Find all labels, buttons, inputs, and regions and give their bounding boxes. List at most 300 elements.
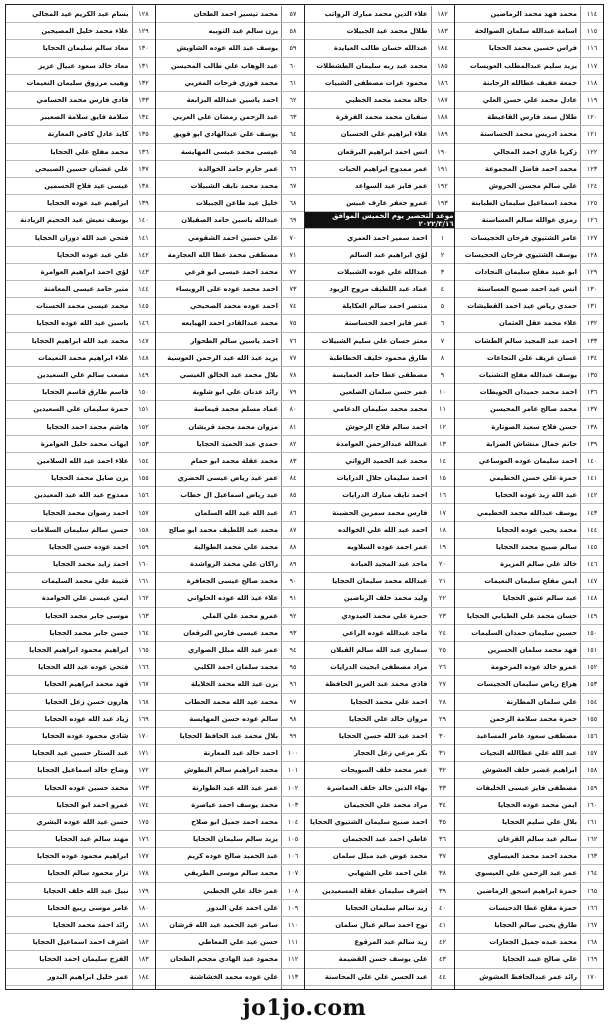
candidate-name: هاشم محمد احمد الحجايا bbox=[46, 422, 129, 431]
list-item bbox=[305, 831, 454, 848]
candidate-number: ١٥٧ bbox=[580, 745, 603, 761]
candidate-name: عبدالله علي عوده الشبيلات bbox=[337, 267, 428, 276]
list-item bbox=[156, 419, 305, 436]
candidate-name: معتز حسان علي سليم الشبيلات bbox=[321, 336, 428, 345]
list-item bbox=[156, 659, 305, 676]
candidate-name: علي احمد علي البدور bbox=[206, 903, 278, 912]
candidate-number: ١١٦ bbox=[580, 40, 603, 56]
list-item bbox=[455, 229, 604, 246]
candidate-number: ١٣٦ bbox=[580, 384, 603, 400]
candidate-number: ١١٣ bbox=[281, 969, 304, 985]
appointment-banner bbox=[305, 212, 454, 229]
list-item bbox=[6, 419, 155, 436]
list-item bbox=[156, 762, 305, 779]
candidate-number: ١٧٥ bbox=[132, 814, 155, 830]
candidate-number: ٦٣ bbox=[281, 109, 304, 125]
candidate-name: لؤي احمد ابراهيم العوامرة bbox=[40, 267, 129, 276]
candidate-name: محمد عيسى فارس البرقعان bbox=[183, 628, 278, 637]
list-item bbox=[6, 848, 155, 865]
candidate-number: ١٣٠ bbox=[580, 281, 603, 297]
candidate-name: فادي فارس محمد الحسامي bbox=[36, 96, 129, 105]
list-item bbox=[305, 333, 454, 350]
candidate-name: سفيان محمد محمد الفرقرة bbox=[335, 113, 428, 122]
candidate-name: عمرو احمد ابو الحجايا bbox=[56, 800, 129, 809]
candidate-number: ١٢٨ bbox=[580, 247, 603, 263]
list-item bbox=[455, 590, 604, 607]
list-item bbox=[156, 556, 305, 573]
candidate-name: احمد زايد محمد الحجايا bbox=[53, 560, 129, 569]
candidate-number bbox=[132, 986, 155, 989]
list-item bbox=[455, 608, 604, 625]
candidate-number: ١٥٧ bbox=[132, 504, 155, 520]
candidate-number: ٣٧ bbox=[431, 848, 454, 864]
candidate-name: عمر عيد رياض عيسى الحضري bbox=[177, 474, 278, 483]
candidate-number: ٢٥ bbox=[431, 642, 454, 658]
list-item bbox=[305, 969, 454, 986]
list-item bbox=[305, 6, 454, 23]
candidate-name: نوح احمد سالم عبال سلمان bbox=[335, 921, 428, 930]
candidate-name: عمرو محمد علي الملي bbox=[202, 611, 278, 620]
candidate-number: ٦٧ bbox=[281, 178, 304, 194]
candidate-number: ٧١ bbox=[281, 247, 304, 263]
candidate-name: محمد احمد جميل ابو صلاح bbox=[191, 817, 278, 826]
candidate-number: ١٤٤ bbox=[580, 522, 603, 538]
candidate-name: انس احمد ابراهيم البرقعان bbox=[337, 147, 428, 156]
candidate-name: طلال محمد عيد الجبيلات bbox=[346, 27, 428, 36]
candidate-name: حمزة سليمان علي السعيدين bbox=[33, 405, 129, 414]
candidate-number: ١٢٣ bbox=[580, 161, 603, 177]
candidate-number: ٦٦ bbox=[281, 161, 304, 177]
candidate-name: عبد الحميد صالح عوده كريم bbox=[187, 852, 278, 861]
list-item bbox=[6, 92, 155, 109]
candidate-name: فهد محمد ابراهيم الحجايا bbox=[44, 680, 129, 689]
candidate-name: احمد رضوان محمد الحجايا bbox=[42, 508, 129, 517]
candidate-name: بسام عبد الكريم عيد المجالي bbox=[32, 10, 129, 19]
candidate-name: علي عيد عوده الحجايا bbox=[57, 250, 129, 259]
candidate-number: ١٧٩ bbox=[132, 883, 155, 899]
candidate-number: ٧٩ bbox=[281, 384, 304, 400]
candidate-number: ١٧٦ bbox=[132, 831, 155, 847]
list-item bbox=[455, 350, 604, 367]
list-item bbox=[6, 126, 155, 143]
list-item bbox=[156, 40, 305, 57]
candidate-number: ٧٣ bbox=[281, 281, 304, 297]
candidate-number: ١٨٢ bbox=[132, 934, 155, 950]
candidate-number: ١٤٧ bbox=[580, 573, 603, 589]
candidate-number: ٢٢ bbox=[431, 590, 454, 606]
list-item bbox=[156, 986, 305, 989]
candidate-name: مراد محمد علي الحجيمان bbox=[343, 800, 428, 809]
candidate-name: فتحي عبد الله دوران الحجايا bbox=[34, 233, 129, 242]
candidate-name: حسن عيد الله عوده البشري bbox=[36, 817, 129, 826]
list-item bbox=[156, 6, 305, 23]
candidate-number: ١٨٢ bbox=[431, 6, 454, 22]
list-item bbox=[305, 986, 454, 989]
candidate-name: كايد عادل كافي المعارنة bbox=[47, 130, 129, 139]
candidate-number: ١٠٠ bbox=[281, 745, 304, 761]
list-item bbox=[305, 711, 454, 728]
candidate-name: احمد محمد حميدان الحويطات bbox=[479, 388, 577, 397]
list-item bbox=[455, 470, 604, 487]
list-item bbox=[156, 573, 305, 590]
candidate-number: ١١١ bbox=[281, 934, 304, 950]
candidate-number: ٢٧ bbox=[431, 676, 454, 692]
candidate-name: يزن صايل محمد الحجايا bbox=[51, 474, 129, 483]
candidate-number: ١٤١ bbox=[132, 229, 155, 245]
list-item bbox=[6, 144, 155, 161]
list-item bbox=[305, 350, 454, 367]
candidate-number: ١٣٨ bbox=[580, 419, 603, 435]
candidate-name: مصعب سالم علي السعيدين bbox=[37, 371, 129, 380]
list-item bbox=[455, 6, 604, 23]
list-item bbox=[156, 779, 305, 796]
candidate-name: احمد سليمان جلال الدرايات bbox=[336, 474, 428, 483]
candidate-name: رائد احمد محمد الحجايا bbox=[53, 921, 129, 930]
candidate-number: ١٥٩ bbox=[132, 539, 155, 555]
list-item bbox=[156, 333, 305, 350]
candidate-number bbox=[580, 986, 603, 989]
list-item bbox=[6, 58, 155, 75]
candidate-name: سلامة فايق سلامة الصعيبر bbox=[40, 113, 129, 122]
candidate-number: ١٥٢ bbox=[132, 419, 155, 435]
list-item bbox=[6, 247, 155, 264]
candidate-number: ١٦٠ bbox=[132, 556, 155, 572]
candidate-number: ٣٨ bbox=[431, 865, 454, 881]
list-item bbox=[305, 539, 454, 556]
candidate-name: علاء عيد الله عوده الحلواني bbox=[187, 594, 278, 603]
list-item bbox=[305, 419, 454, 436]
candidate-name: الفرح سليمان احمد الحجايا bbox=[39, 955, 129, 964]
list-item bbox=[6, 951, 155, 968]
candidate-name: زياد عيد الله عوده الحجايا bbox=[44, 714, 129, 723]
candidate-number: ١٦٨ bbox=[580, 934, 603, 950]
list-item bbox=[6, 728, 155, 745]
candidate-name: نزار محمود سالم الحجايا bbox=[47, 869, 129, 878]
list-item bbox=[455, 814, 604, 831]
candidate-number: ١٨٣ bbox=[132, 951, 155, 967]
candidate-number: ٧٥ bbox=[281, 315, 304, 331]
list-item bbox=[6, 229, 155, 246]
list-item bbox=[305, 264, 454, 281]
candidate-name: زيد سالم سليمان الحجايا bbox=[345, 903, 428, 912]
candidate-number: ٥٧ bbox=[281, 6, 304, 22]
list-item bbox=[305, 779, 454, 796]
list-item bbox=[6, 625, 155, 642]
candidate-name: هزاع رياض سليمان الحجيسات bbox=[476, 680, 577, 689]
candidate-name: مراد مصطفى ابجيت الدرايات bbox=[330, 663, 428, 672]
candidate-number: ١٤٦ bbox=[132, 315, 155, 331]
candidate-name: عمر محمد خلف السويحات bbox=[340, 766, 428, 775]
candidate-name: احمد خالد عيد المعارنة bbox=[203, 749, 278, 758]
list-item bbox=[6, 178, 155, 195]
candidate-number: ١٣٥ bbox=[580, 367, 603, 383]
candidate-name: عمر خليل ابراهيم البدور bbox=[47, 972, 129, 981]
candidate-number: ٩٩ bbox=[281, 728, 304, 744]
candidate-name: محمد عيسى محمد الحسنات bbox=[36, 302, 129, 311]
candidate-name: يوسف الشتيوي فرحان الحجيسات bbox=[464, 250, 577, 259]
list-item bbox=[156, 23, 305, 40]
list-item bbox=[6, 281, 155, 298]
list-item bbox=[6, 195, 155, 212]
candidate-number: ١٢٦ bbox=[580, 212, 603, 228]
candidate-name: وضاح خالد اسماعيل الحجايا bbox=[37, 766, 129, 775]
candidate-name: يزيد عبد الله عبد الرحمن العوسية bbox=[167, 353, 278, 362]
candidate-number: ١٠٢ bbox=[281, 779, 304, 795]
list-item bbox=[305, 625, 454, 642]
candidate-number: ١٤٥ bbox=[132, 298, 155, 314]
candidate-number: ١٣٩ bbox=[580, 436, 603, 452]
list-item bbox=[455, 58, 604, 75]
list-item bbox=[6, 487, 155, 504]
candidate-number: ١٠٦ bbox=[281, 848, 304, 864]
list-item bbox=[156, 814, 305, 831]
list-item bbox=[6, 676, 155, 693]
list-item bbox=[455, 694, 604, 711]
candidate-number: ١٧٧ bbox=[132, 848, 155, 864]
list-item bbox=[455, 126, 604, 143]
list-item bbox=[6, 333, 155, 350]
candidate-number: ١١٩ bbox=[580, 92, 603, 108]
candidate-number: ٨٩ bbox=[281, 556, 304, 572]
candidate-number: ١٩٢ bbox=[431, 178, 454, 194]
candidate-number: ١٥٣ bbox=[580, 676, 603, 692]
candidate-name: محمد ابراهيم سالم البطوش bbox=[184, 766, 278, 775]
candidate-name: مصطفى فايز عيسى الخليفات bbox=[476, 783, 577, 792]
candidate-name: رائد عدنان علي ابو شلوبة bbox=[192, 388, 278, 397]
candidate-number: ١٣٥ bbox=[132, 126, 155, 142]
candidate-name: بلال محمد عبد الحافظ الحجايا bbox=[179, 731, 278, 740]
candidate-number: ٨٠ bbox=[281, 401, 304, 417]
list-item bbox=[305, 797, 454, 814]
list-item bbox=[305, 92, 454, 109]
candidate-number: ٧٠ bbox=[281, 229, 304, 245]
candidate-name: مصطفى عطا حامد العمايسة bbox=[332, 371, 428, 380]
candidate-number: ١٧ bbox=[431, 504, 454, 520]
candidate-name: ابراهيم محمود عوده الحجايا bbox=[36, 852, 129, 861]
list-item bbox=[305, 109, 454, 126]
list-item bbox=[156, 178, 305, 195]
list-item bbox=[6, 436, 155, 453]
candidate-name: عمر حارم حامد الخوالدة bbox=[198, 164, 278, 173]
candidate-number: ١٣٦ bbox=[132, 144, 155, 160]
list-item bbox=[455, 900, 604, 917]
candidate-number: ١٨٥ bbox=[431, 58, 454, 74]
list-item bbox=[156, 917, 305, 934]
list-item bbox=[156, 298, 305, 315]
list-item bbox=[156, 900, 305, 917]
candidate-number: ٣٩ bbox=[431, 883, 454, 899]
list-item bbox=[156, 195, 305, 212]
list-item bbox=[156, 797, 305, 814]
candidate-number: ١٦٩ bbox=[132, 711, 155, 727]
candidate-name: معاذ سالم سليمان الحجايا bbox=[42, 44, 129, 53]
candidate-name: ايمن عيسى علي الحوامدة bbox=[41, 594, 129, 603]
list-item bbox=[455, 711, 604, 728]
candidate-name: منير حامد عيسى المعامنة bbox=[43, 285, 129, 294]
list-item bbox=[6, 917, 155, 934]
candidate-name: ايهاب محمد خليل العوامرة bbox=[40, 439, 129, 448]
list-item bbox=[455, 487, 604, 504]
candidate-number: ٩ bbox=[431, 367, 454, 383]
candidate-name: يزيد سالم سليمان الحجايا bbox=[193, 835, 278, 844]
candidate-number: ١٧٨ bbox=[132, 865, 155, 881]
candidate-name: عمر عبد الرحمن علي العيسوي bbox=[474, 869, 577, 878]
list-item bbox=[6, 315, 155, 332]
candidate-name: غسان غريف علي النجاعات bbox=[487, 353, 577, 362]
candidate-name: محمد فهد محمد الرماضين bbox=[490, 10, 577, 19]
candidate-name: مصطفى محمد عطا الله العجارمة bbox=[167, 250, 278, 259]
candidate-number: ١٩٠ bbox=[431, 144, 454, 160]
candidate-number: ١٣١ bbox=[580, 298, 603, 314]
candidate-name: عيد الله زيد عوده الحجايا bbox=[495, 491, 577, 500]
candidate-name: احمد صبيح سليمان الشتيوي الحجايا bbox=[309, 817, 428, 826]
candidate-number: ٦٠ bbox=[281, 58, 304, 74]
candidate-name: حسين سليمان حمدان السليمات bbox=[471, 628, 577, 637]
list-item bbox=[156, 848, 305, 865]
candidate-number: ١٤٩ bbox=[132, 367, 155, 383]
candidate-name: حسن عيد علي المعاطي bbox=[198, 938, 278, 947]
column-2 bbox=[304, 5, 454, 989]
list-item bbox=[156, 281, 305, 298]
list-item bbox=[6, 745, 155, 762]
candidate-name: محمد حسين عوده الحجايا bbox=[44, 783, 129, 792]
list-item bbox=[156, 367, 305, 384]
candidate-name: اشرف سليمان عقلة المسعيدين bbox=[322, 886, 428, 895]
candidate-number: ٨٣ bbox=[281, 453, 304, 469]
list-item bbox=[156, 350, 305, 367]
candidate-name: لؤي ابراهيم عبد السالم bbox=[349, 250, 428, 259]
candidate-name: عامر الشتيوي فرحان الحجيسات bbox=[470, 233, 577, 242]
candidate-name: احمد محمد عوده على الرويساء bbox=[175, 285, 278, 294]
candidate-number: ١٨٤ bbox=[132, 969, 155, 985]
list-item bbox=[455, 75, 604, 92]
list-item bbox=[156, 384, 305, 401]
candidate-name: مصطفى سعود عامر المساعيد bbox=[476, 731, 577, 740]
list-item bbox=[305, 934, 454, 951]
list-item bbox=[455, 951, 604, 968]
candidate-number: ١٨٣ bbox=[431, 23, 454, 39]
candidate-name: ممدوح عيد الله عيد المعيدين bbox=[34, 491, 129, 500]
candidate-number: ١١ bbox=[431, 401, 454, 417]
candidate-number: ١١٧ bbox=[580, 58, 603, 74]
list-item bbox=[6, 504, 155, 521]
candidate-name: ابراهيم غضير خلف العشوش bbox=[482, 766, 577, 775]
list-item bbox=[6, 762, 155, 779]
candidate-number: ١٦٧ bbox=[132, 676, 155, 692]
list-item bbox=[305, 745, 454, 762]
candidate-number: ١٠٩ bbox=[281, 900, 304, 916]
candidate-name: سامر عيد الحميد عيد الله قرشان bbox=[169, 921, 278, 930]
candidate-number: ٩٧ bbox=[281, 694, 304, 710]
candidate-name: محمد علي محمد الطوالبة bbox=[193, 542, 278, 551]
candidate-number: ١٥٥ bbox=[132, 470, 155, 486]
list-item bbox=[455, 917, 604, 934]
candidate-number: ١٤٠ bbox=[132, 212, 155, 228]
list-item bbox=[455, 453, 604, 470]
list-item bbox=[305, 384, 454, 401]
candidate-name: ماجد عبد المجيد العيادة bbox=[350, 560, 428, 569]
candidate-number: ١٣١ bbox=[132, 58, 155, 74]
candidate-number: ٦٥ bbox=[281, 144, 304, 160]
candidate-number: ٨٢ bbox=[281, 436, 304, 452]
candidate-number: ٩٣ bbox=[281, 625, 304, 641]
list-item bbox=[156, 247, 305, 264]
candidate-name: عبد الستار حسين عيد الحجايا bbox=[32, 749, 129, 758]
list-item bbox=[455, 195, 604, 212]
candidate-number: ١٣٤ bbox=[132, 109, 155, 125]
candidate-name: عمر احمد عوده السلاويه bbox=[346, 542, 428, 551]
list-item bbox=[156, 126, 305, 143]
candidate-number: ١٢٠ bbox=[580, 109, 603, 125]
candidate-number: ١ bbox=[431, 229, 454, 245]
candidate-name: حسن سالم سليمان السلامات bbox=[30, 525, 129, 534]
candidate-name: محمد محمد نايف الشبيلات bbox=[190, 181, 278, 190]
candidate-number: ٩٥ bbox=[281, 659, 304, 675]
candidate-name: خالد علي سالم المزيرة bbox=[500, 560, 577, 569]
list-item bbox=[455, 298, 604, 315]
column-3-rows bbox=[156, 6, 305, 989]
list-item bbox=[305, 401, 454, 418]
candidate-number: ١٦٣ bbox=[580, 848, 603, 864]
list-item bbox=[6, 590, 155, 607]
list-item bbox=[455, 986, 604, 989]
candidate-name: سمارى عبد الله سالم القبلان bbox=[330, 646, 428, 655]
candidate-number: ٤٣ bbox=[431, 951, 454, 967]
candidate-name: يزن سالم عبد التوبيه bbox=[208, 27, 278, 36]
candidate-number: ١٠٣ bbox=[281, 797, 304, 813]
candidate-number: ١٦٤ bbox=[580, 865, 603, 881]
candidate-name: عبدالله عبدالرحمن العوامدة bbox=[336, 439, 428, 448]
candidate-name: علي احمد علي الشهابي bbox=[347, 869, 428, 878]
candidate-name: محمد صالح عيسى الجعافرة bbox=[186, 577, 278, 586]
candidate-name: محمد عيد الله محمد الحطاب bbox=[184, 697, 278, 706]
candidate-number: ١٠١ bbox=[281, 762, 304, 778]
candidate-name: محمد عبد اللطيف محمد ابو صالح bbox=[168, 525, 278, 534]
candidate-number: ٣٦ bbox=[431, 831, 454, 847]
list-item bbox=[305, 75, 454, 92]
candidate-number: ٧ bbox=[431, 333, 454, 349]
candidate-name: محمد عبد ربه سليمان الطشطلات bbox=[316, 61, 428, 70]
list-item bbox=[455, 212, 604, 229]
candidate-name: حسن جابر محمد الحجايا bbox=[49, 628, 129, 637]
candidate-number: ١٥٠ bbox=[132, 384, 155, 400]
candidate-number: ١٥٢ bbox=[580, 659, 603, 675]
list-item bbox=[156, 951, 305, 968]
list-item bbox=[305, 848, 454, 865]
candidate-name: راكان علي محمد الرواشدة bbox=[190, 560, 278, 569]
candidate-name: علي سالم محسن الحروش bbox=[488, 181, 577, 190]
list-item bbox=[156, 264, 305, 281]
candidate-number: ١٣٢ bbox=[132, 75, 155, 91]
candidate-number: ١٢٨ bbox=[132, 6, 155, 22]
list-item bbox=[156, 728, 305, 745]
list-item bbox=[156, 745, 305, 762]
list-item bbox=[455, 659, 604, 676]
candidate-name: طارق محمود خليف الخطاطبة bbox=[329, 353, 428, 362]
candidate-number: ١١٤ bbox=[580, 6, 603, 22]
candidate-name: انس عيد احمد صبيح العساسنة bbox=[477, 285, 577, 294]
candidate-name: سالم عيد سالم القرعان bbox=[497, 835, 577, 844]
list-item bbox=[156, 144, 305, 161]
candidate-name: مروان خالد علي الحجايا bbox=[349, 714, 428, 723]
candidate-number: ١١٠ bbox=[281, 917, 304, 933]
candidate-number: ٩٨ bbox=[281, 711, 304, 727]
list-item bbox=[6, 384, 155, 401]
list-item bbox=[455, 797, 604, 814]
candidate-name: موسى جابر محمد الحجايا bbox=[45, 611, 129, 620]
list-item bbox=[6, 6, 155, 23]
candidate-name: طارق يحيى سالم الحجايا bbox=[494, 921, 577, 930]
